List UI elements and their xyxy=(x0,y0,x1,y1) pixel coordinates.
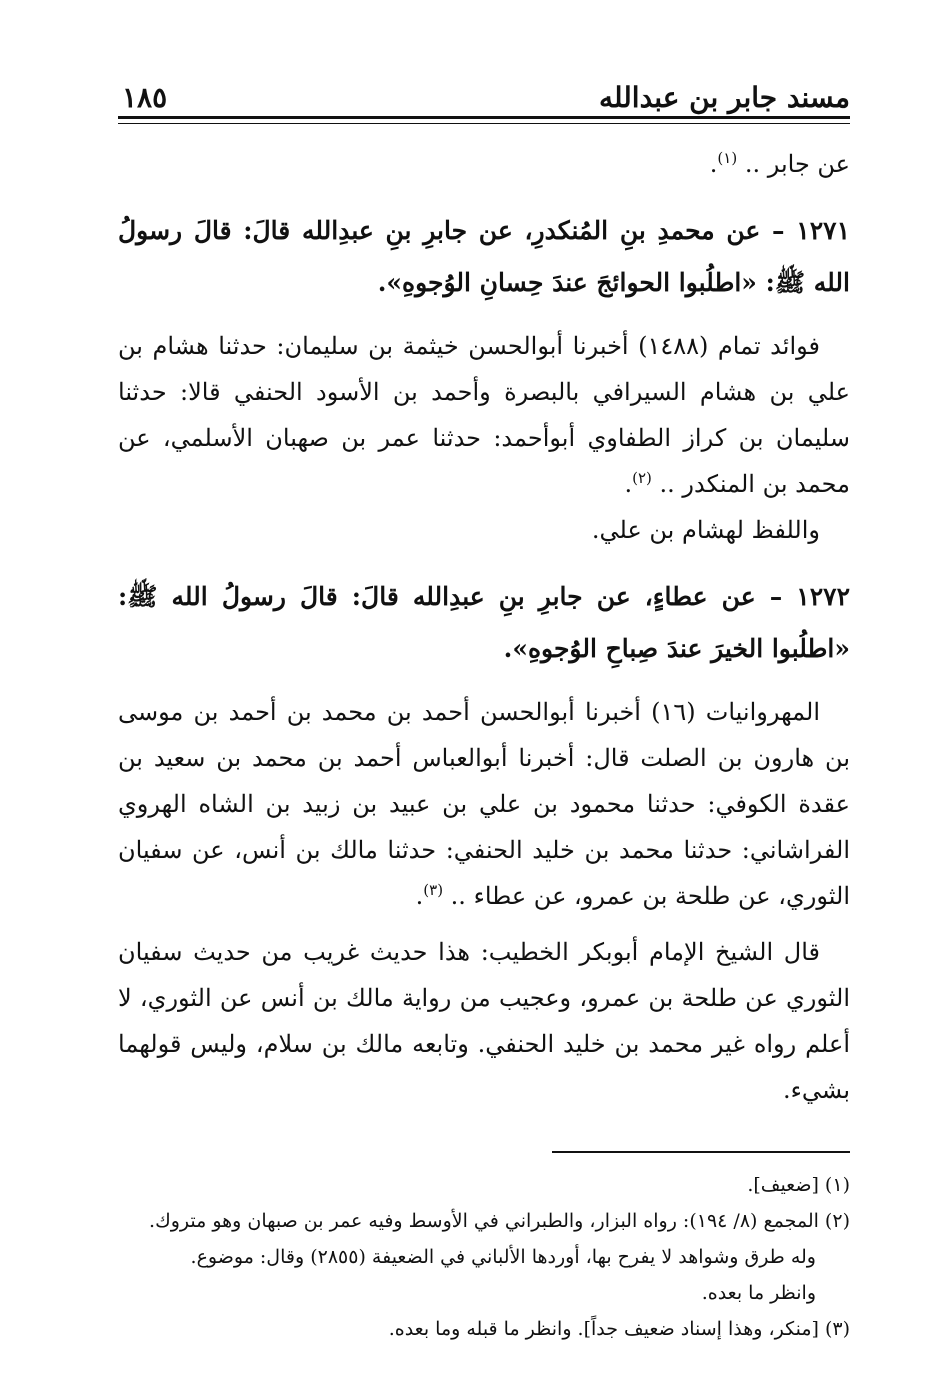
footnote-divider xyxy=(552,1151,850,1153)
footnote-ref-3: (٣) xyxy=(423,881,444,899)
footnote-ref-2: (٢) xyxy=(632,469,652,487)
footnotes xyxy=(118,1167,850,1347)
opening-line xyxy=(118,141,850,187)
source-paragraph-2 xyxy=(118,689,850,919)
source-paragraph-1-end: . xyxy=(624,470,633,498)
commentary-paragraph: قال الشيخ الإمام أبوبكر الخطيب: هذا حديث غريب من حديث سفيان الثوري عن طلحة بن عمرو، وعجيب من رواية مالك بن أنس عن الثوري، لا أعلم رواه غير محمد بن خليد الحنفي. وتابعه مالك بن سلام، وليس قولهما بشيء. xyxy=(118,938,850,1104)
page-body xyxy=(118,141,850,1113)
footnote-1: (١) [ضعيف]. xyxy=(747,1174,850,1196)
footnote-ref-1: (١) xyxy=(717,149,738,167)
running-header xyxy=(118,80,850,119)
footnote-2-see-also: وانظر ما بعده. xyxy=(701,1282,816,1304)
source-paragraph-1 xyxy=(118,323,850,507)
footnote-2-continuation: وله طرق وشواهد لا يفرح بها، أوردها الألباني في الضعيفة (٢٨٥٥) وقال: موضوع. xyxy=(190,1246,816,1268)
hadith-1272: ١٢٧٢ – عن عطاءٍ، عن جابرِ بنِ عبدِالله قالَ: قالَ رسولُ الله ﷺ: «اطلُبوا الخيرَ عندَ صِباحِ الوُجوهِ». xyxy=(118,582,850,663)
source-paragraph-2-text: المهروانيات (١٦) أخبرنا أبوالحسن أحمد بن محمد بن أحمد بن موسى بن هارون بن الصلت قال: أخبرنا أبوالعباس أحمد بن محمد بن سعيد بن عقدة الكوفي: حدثنا محمود بن علي بن عبيد بن زبيد بن الشاه الهروي الفراشاني: حدثنا محمد بن خليد الحنفي: حدثنا مالك بن أنس، عن سفيان الثوري، عن طلحة بن عمرو، عن عطاء .. xyxy=(118,698,850,910)
book-title: مسند جابر بن عبدالله xyxy=(598,81,850,114)
source-paragraph-1-text: فوائد تمام (١٤٨٨) أخبرنا أبوالحسن خيثمة بن سليمان: حدثنا هشام بن علي بن هشام السيرافي بالبصرة وأحمد بن الأسود الحنفي قالا: حدثنا سليمان بن كراز الطفاوي أبوأحمد: حدثنا عمر بن صهبان الأسلمي، عن محمد بن المنكدر .. xyxy=(118,332,850,498)
source-paragraph-2-end: . xyxy=(415,882,424,910)
footnote-2: (٢) المجمع (٨/ ١٩٤): رواه البزار، والطبراني في الأوسط وفيه عمر بن صبهان وهو متروك. xyxy=(149,1210,850,1232)
footnote-3: (٣) [منكر، وهذا إسناد ضعيف جداً]. وانظر ما قبله وما بعده. xyxy=(388,1318,850,1340)
opening-line-end: . xyxy=(709,150,718,178)
wording-note: واللفظ لهشام بن علي. xyxy=(591,516,820,544)
book-page xyxy=(118,80,850,1347)
page-number: ١٨٥ xyxy=(122,81,168,114)
opening-line-text: عن جابر .. xyxy=(737,150,850,178)
hadith-1271: ١٢٧١ – عن محمدِ بنِ المُنكدرِ، عن جابرِ بنِ عبدِالله قالَ: قالَ رسولُ الله ﷺ: «اطلُبوا الحوائجَ عندَ حِسانِ الوُجوهِ». xyxy=(118,216,850,297)
